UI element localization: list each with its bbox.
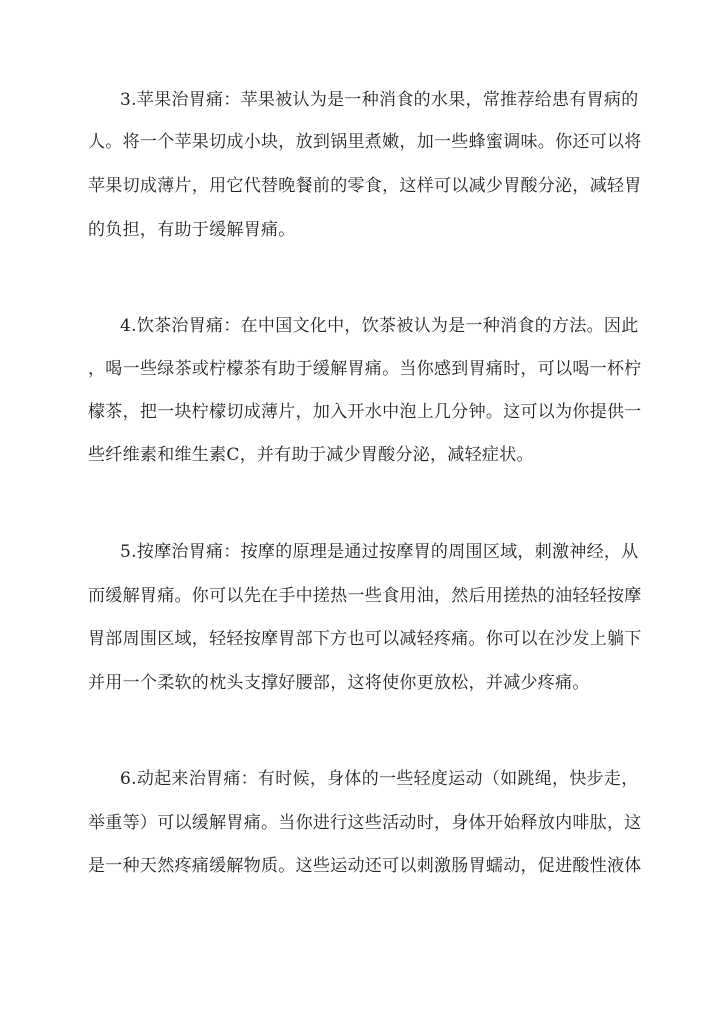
text-line: 4.饮茶治胃痛：在中国文化中，饮茶被认为是一种消食的方法。因此	[120, 316, 639, 336]
text-line: 的负担，有助于缓解胃痛。	[88, 220, 296, 240]
text-line: 而缓解胃痛。你可以先在手中搓热一些食用油，然后用搓热的油轻轻按摩	[88, 586, 642, 606]
text-line: 3.苹果治胃痛：苹果被认为是一种消食的水果，常推荐给患有胃病的	[120, 90, 639, 110]
text-line: 胃部周围区域，轻轻按摩胃部下方也可以减轻疼痛。你可以在沙发上躺下	[88, 629, 642, 649]
text-line: 举重等）可以缓解胃痛。当你进行这些活动时，身体开始释放内啡肽，这	[88, 813, 642, 833]
text-line: ，喝一些绿茶或柠檬茶有助于缓解胃痛。当你感到胃痛时，可以喝一杯柠	[88, 359, 642, 379]
text-line: 并用一个柔软的枕头支撑好腰部，这将使你更放松，并减少疼痛。	[88, 673, 590, 693]
text-line: 檬茶，把一块柠檬切成薄片，加入开水中泡上几分钟。这可以为你提供一	[88, 402, 642, 422]
text-line: 苹果切成薄片，用它代替晚餐前的零食，这样可以减少胃酸分泌，减轻胃	[88, 176, 642, 196]
text-line: 5.按摩治胃痛：按摩的原理是通过按摩胃的周围区域，刺激神经，从	[120, 542, 639, 562]
text-line: 人。将一个苹果切成小块，放到锅里煮嫩，加一些蜂蜜调味。你还可以将	[88, 132, 642, 152]
text-line: 些纤维素和维生素C，并有助于减少胃酸分泌，减轻症状。	[88, 445, 534, 465]
text-line: 6.动起来治胃痛：有时候，身体的一些轻度运动（如跳绳，快步走，	[120, 769, 639, 789]
text-line: 是一种天然疼痛缓解物质。这些运动还可以刺激肠胃蠕动，促进酸性液体	[88, 856, 642, 876]
